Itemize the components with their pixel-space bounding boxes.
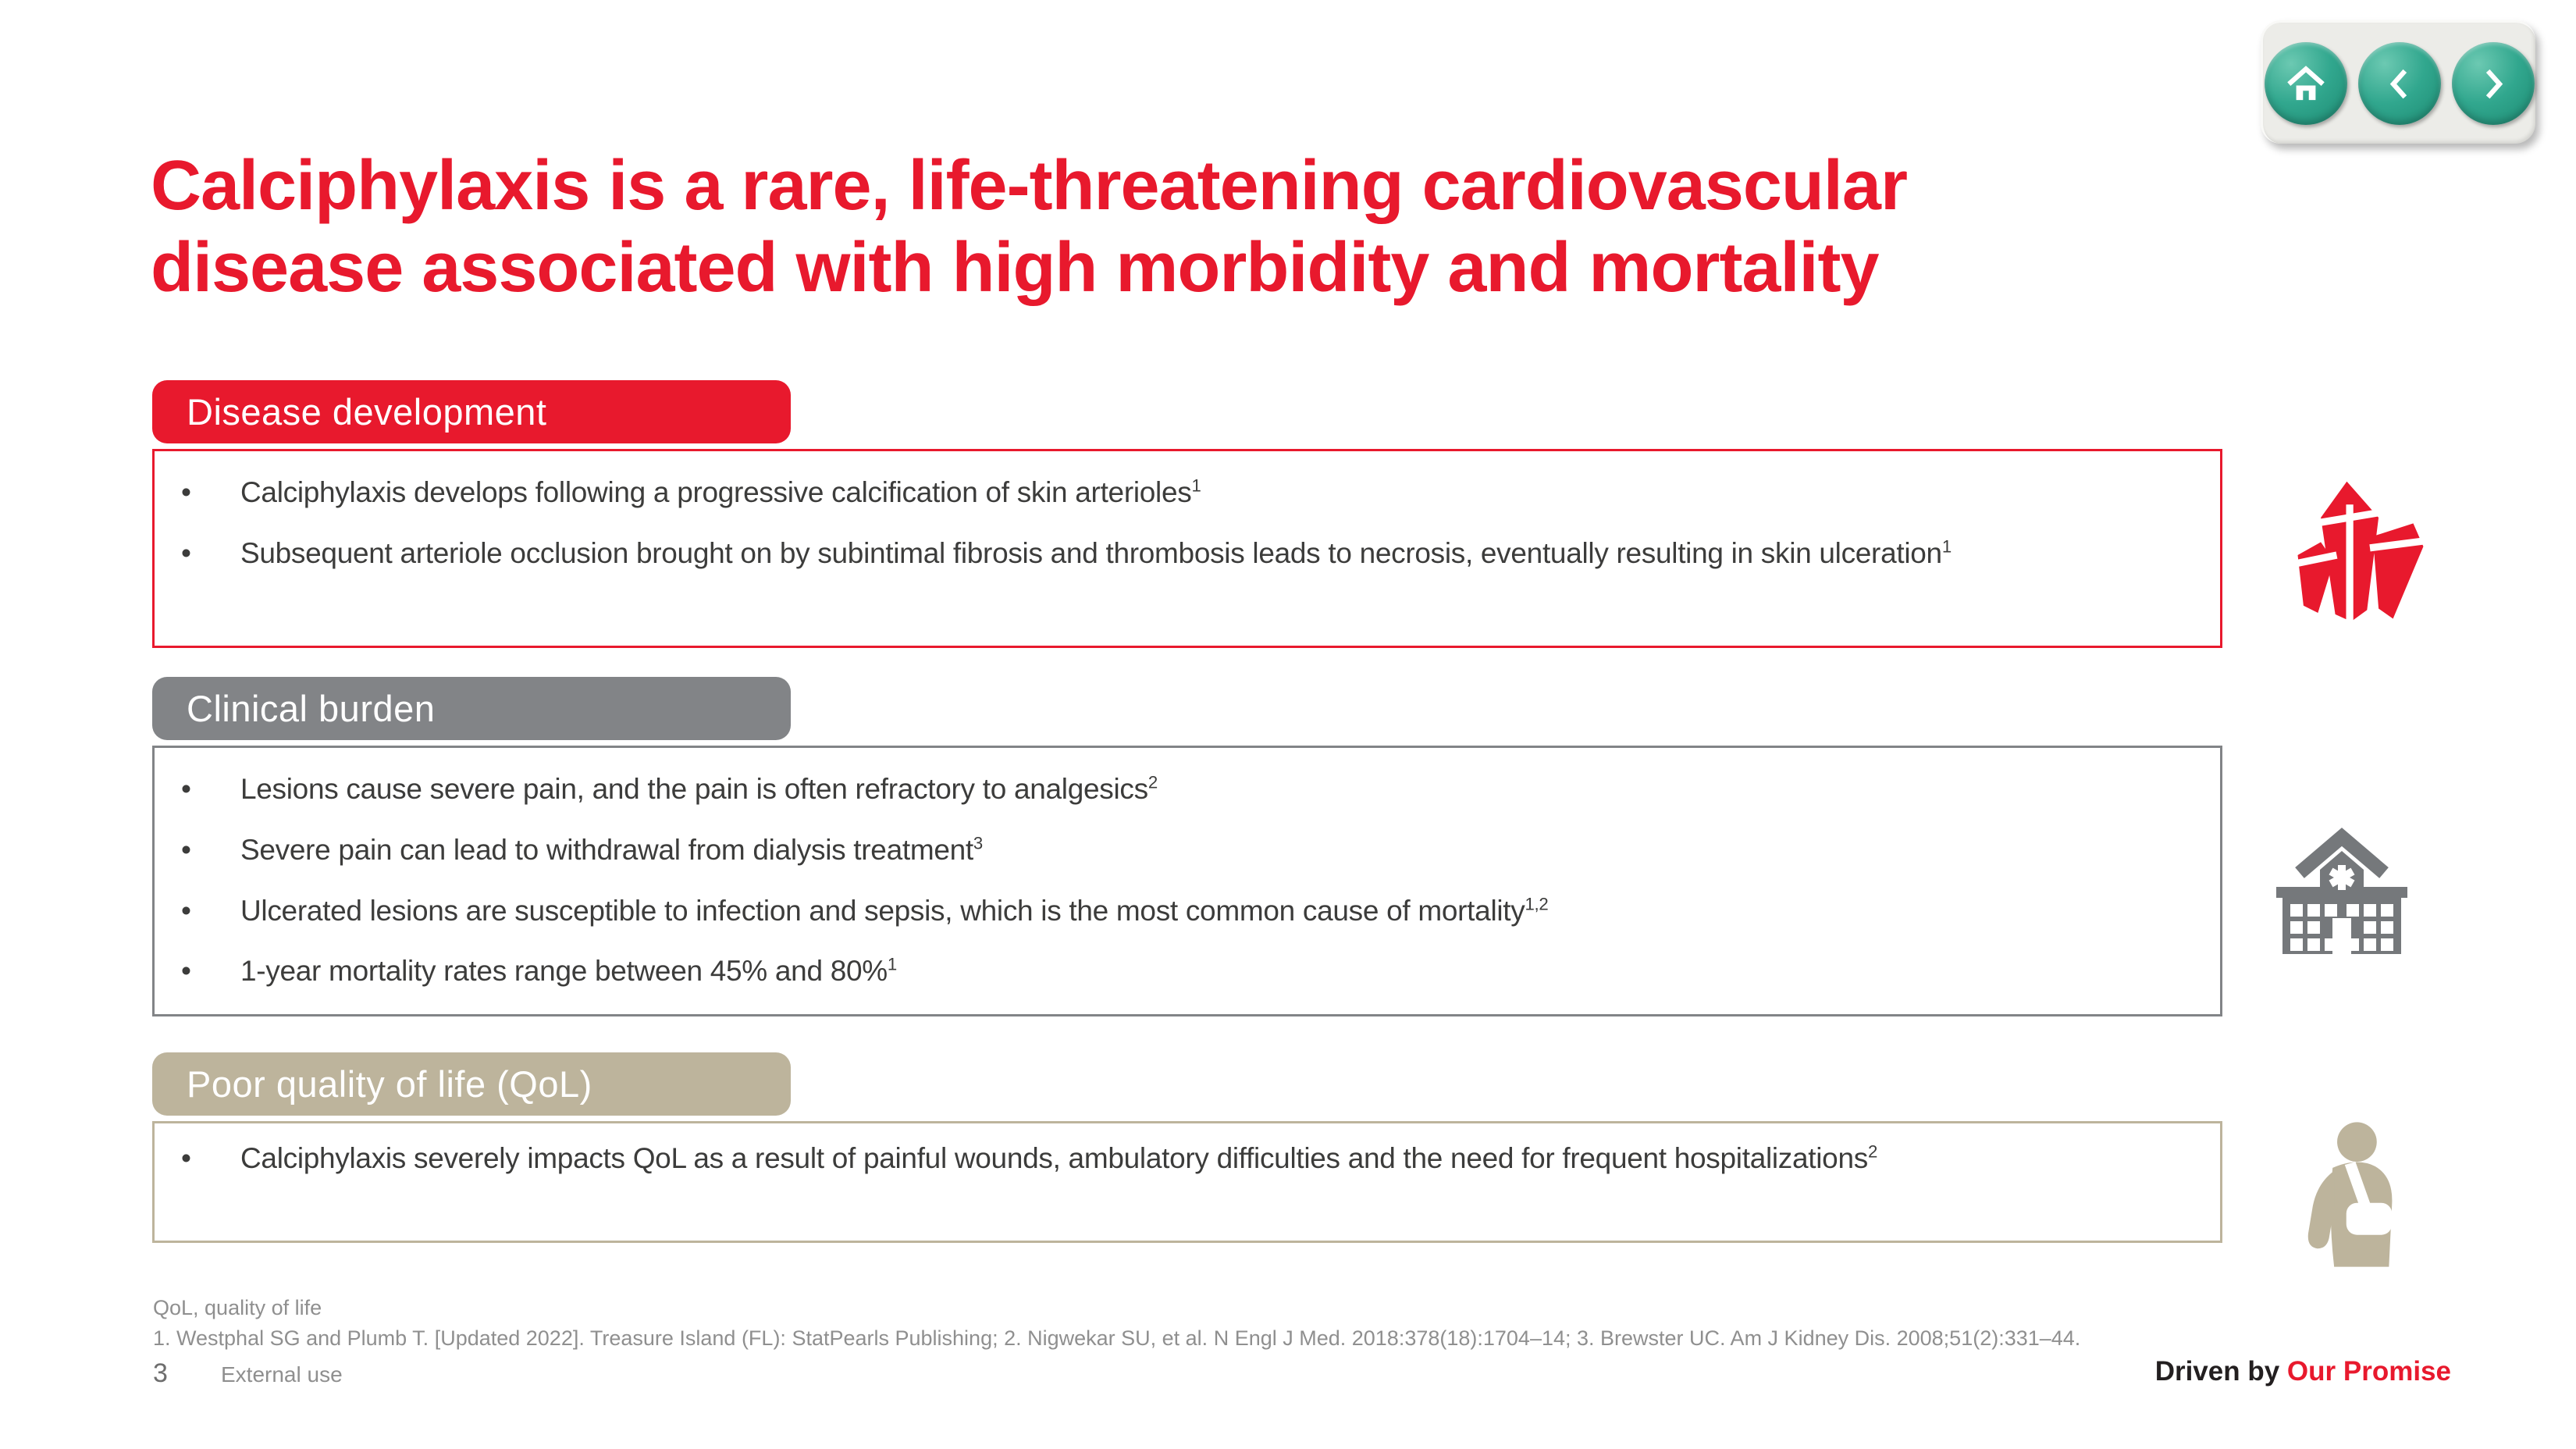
home-button[interactable] <box>2265 42 2347 125</box>
bullet-item <box>155 950 2197 993</box>
bullet-item <box>155 532 2197 575</box>
home-icon <box>2282 59 2330 108</box>
bullet-text: Calciphylaxis develops following a progressive calcification of skin arterioles <box>240 476 1192 508</box>
bullet-item <box>155 829 2197 872</box>
clinical-burden-panel <box>152 746 2222 1016</box>
bullet-item <box>155 768 2197 811</box>
classification-label: External use <box>221 1362 343 1387</box>
bullet-text: Lesions cause severe pain, and the pain is often refractory to analgesics <box>240 773 1148 805</box>
bullet-text: Severe pain can lead to withdrawal from dialysis treatment <box>240 833 973 866</box>
title-line-1: Calciphylaxis is a rare, life-threatening cardiovascular <box>151 147 1907 225</box>
section-tab-disease-development: Disease development <box>152 380 791 443</box>
reference-superscript: 2 <box>1147 772 1158 792</box>
reference-superscript: 2 <box>1867 1141 1877 1162</box>
bullet-item <box>155 472 2197 514</box>
previous-button[interactable] <box>2358 42 2441 125</box>
bullet-list <box>155 451 2220 575</box>
bullet-item <box>155 1137 2197 1180</box>
bullet-list <box>155 748 2220 993</box>
hospital-icon <box>2248 821 2435 977</box>
bullet-text: Ulcerated lesions are susceptible to infection and sepsis, which is the most common cause of mortality <box>240 894 1525 927</box>
tagline-prefix: Driven by <box>2154 1356 2287 1387</box>
reference-superscript: 3 <box>973 833 983 853</box>
reference-superscript: 1 <box>1941 536 1952 557</box>
abbreviation-footnote: QoL, quality of life <box>153 1296 322 1319</box>
chevron-right-icon <box>2469 59 2517 108</box>
bullet-list <box>155 1123 2220 1180</box>
bullet-item <box>155 890 2197 933</box>
chevron-left-icon <box>2375 59 2424 108</box>
section-tab-clinical-burden: Clinical burden <box>152 677 791 740</box>
bullet-text: Calciphylaxis severely impacts QoL as a result of painful wounds, ambulatory difficulties and the need for frequent hospitalizations <box>240 1142 1868 1174</box>
nav-panel <box>2261 20 2535 144</box>
bullet-text: Subsequent arteriole occlusion brought on by subintimal fibrosis and thrombosis leads to necrosis, eventually resulting in skin ulceration <box>240 536 1942 569</box>
brand-tagline <box>2155 1356 2451 1387</box>
disease-development-panel <box>152 449 2222 648</box>
page-number: 3 <box>153 1358 168 1388</box>
bullet-text: 1-year mortality rates range between 45% and 80% <box>240 955 888 988</box>
tagline-brand: Our Promise <box>2286 1356 2451 1387</box>
references-footnote: 1. Westphal SG and Plumb T. [Updated 2022]. Treasure Island (FL): StatPearls Publishing; 2. Nigwekar SU, et al. N Engl J Med. 2018:378(18):1704–14; 3. Brewster UC. Am J Kidney Dis. 2008;51(2):331–44. <box>153 1326 2081 1350</box>
title-line-2: disease associated with high morbidity and mortality <box>151 229 1879 308</box>
slide-title <box>151 145 2321 310</box>
next-button[interactable] <box>2452 42 2535 125</box>
reference-superscript: 1,2 <box>1525 894 1549 914</box>
section-tab-poor-quality-of-life: Poor quality of life (QoL) <box>152 1052 791 1116</box>
reference-superscript: 1 <box>1191 475 1201 496</box>
reference-superscript: 1 <box>887 954 897 974</box>
quality-of-life-panel <box>152 1121 2222 1243</box>
patient-arm-sling-icon <box>2278 1113 2430 1277</box>
crystal-icon <box>2283 475 2428 627</box>
